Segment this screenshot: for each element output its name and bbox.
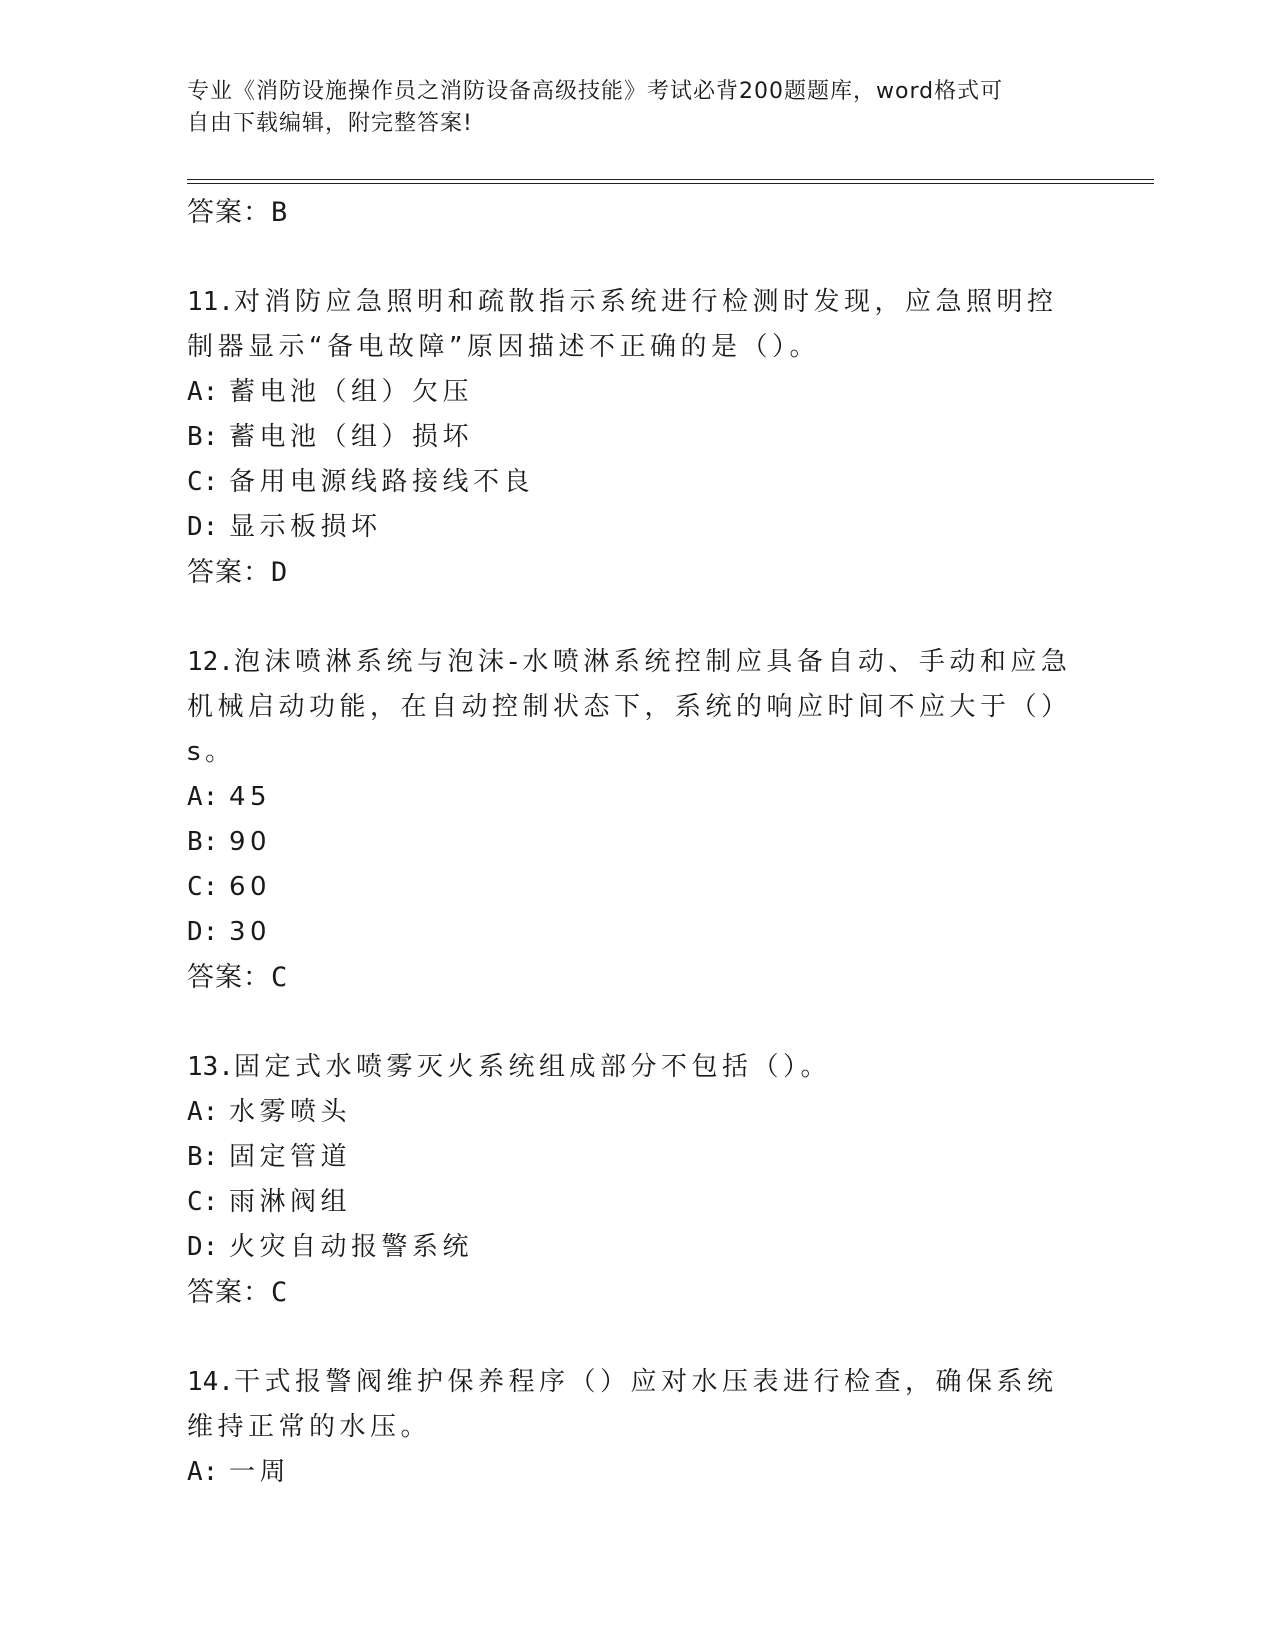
option-key: C: — [187, 467, 219, 497]
answer-line — [187, 550, 1087, 595]
option-text: 水雾喷头 — [229, 1097, 352, 1127]
option-key: D: — [187, 512, 219, 542]
option-item — [187, 1135, 1087, 1180]
option-key: B: — [187, 1142, 219, 1172]
question-text: 13.固定式水喷雾灭火系统组成部分不包括（）。 — [187, 1052, 831, 1082]
page-header — [187, 76, 1087, 140]
question-number: 13. — [187, 1052, 234, 1082]
option-item — [187, 1090, 1087, 1135]
question-number: 11. — [187, 287, 234, 317]
answer-line — [187, 190, 1087, 235]
answer-value: C — [271, 962, 288, 993]
option-item — [187, 370, 1087, 415]
option-text: 90 — [229, 827, 272, 857]
answer-value: B — [271, 197, 288, 228]
option-text: 60 — [229, 872, 272, 902]
question-number: 12. — [187, 647, 234, 677]
option-text: 固定管道 — [229, 1142, 352, 1172]
option-item — [187, 865, 1087, 910]
question-block — [187, 1360, 1087, 1495]
option-text: 蓄电池（组）欠压 — [229, 377, 474, 407]
option-item — [187, 1225, 1087, 1270]
answer-label: 答案： — [187, 1277, 271, 1308]
option-text: 蓄电池（组）损坏 — [229, 422, 474, 452]
header-divider-bottom — [187, 183, 1154, 184]
option-item — [187, 775, 1087, 820]
header-divider-top — [187, 179, 1154, 180]
option-text: 45 — [229, 782, 272, 812]
answer-label: 答案： — [187, 197, 271, 228]
answer-label: 答案： — [187, 557, 271, 588]
header-line-1: 专业《消防设施操作员之消防设备高级技能》考试必背200题题库，word格式可 — [187, 79, 1004, 104]
option-item — [187, 1450, 1087, 1495]
option-item — [187, 415, 1087, 460]
question-block — [187, 1045, 1087, 1315]
option-item — [187, 505, 1087, 550]
question-text: 14.干式报警阀维护保养程序（）应对水压表进行检查，确保系统维持正常的水压。 — [187, 1367, 1058, 1442]
option-item — [187, 1180, 1087, 1225]
option-key: A: — [187, 1097, 219, 1127]
answer-value: C — [271, 1277, 288, 1308]
option-key: C: — [187, 872, 219, 902]
option-item — [187, 910, 1087, 955]
option-text: 30 — [229, 917, 272, 947]
option-text: 雨淋阀组 — [229, 1187, 352, 1217]
option-text: 火灾自动报警系统 — [229, 1232, 474, 1262]
option-key: A: — [187, 1457, 219, 1487]
option-text: 一周 — [229, 1457, 291, 1487]
option-key: D: — [187, 1232, 219, 1262]
question-text: 11.对消防应急照明和疏散指示系统进行检测时发现，应急照明控制器显示“备电故障”原因描述不正确的是（）。 — [187, 287, 1058, 362]
header-line-2: 自由下载编辑，附完整答案! — [187, 111, 473, 136]
option-item — [187, 820, 1087, 865]
answer-line — [187, 955, 1087, 1000]
question-number: 14. — [187, 1367, 234, 1397]
question-block — [187, 280, 1087, 595]
question-block — [187, 640, 1087, 1000]
option-key: C: — [187, 1187, 219, 1217]
question-list — [187, 190, 1087, 1495]
option-key: D: — [187, 917, 219, 947]
option-item — [187, 460, 1087, 505]
option-text: 备用电源线路接线不良 — [229, 467, 535, 497]
option-key: B: — [187, 827, 219, 857]
option-text: 显示板损坏 — [229, 512, 382, 542]
question-text: 12.泡沫喷淋系统与泡沫-水喷淋系统控制应具备自动、手动和应急机械启动功能，在自动控制状态下，系统的响应时间不应大于（）s。 — [187, 647, 1072, 767]
answer-line — [187, 1270, 1087, 1315]
option-key: A: — [187, 782, 219, 812]
option-key: B: — [187, 422, 219, 452]
answer-label: 答案： — [187, 962, 271, 993]
answer-value: D — [271, 557, 288, 588]
option-key: A: — [187, 377, 219, 407]
